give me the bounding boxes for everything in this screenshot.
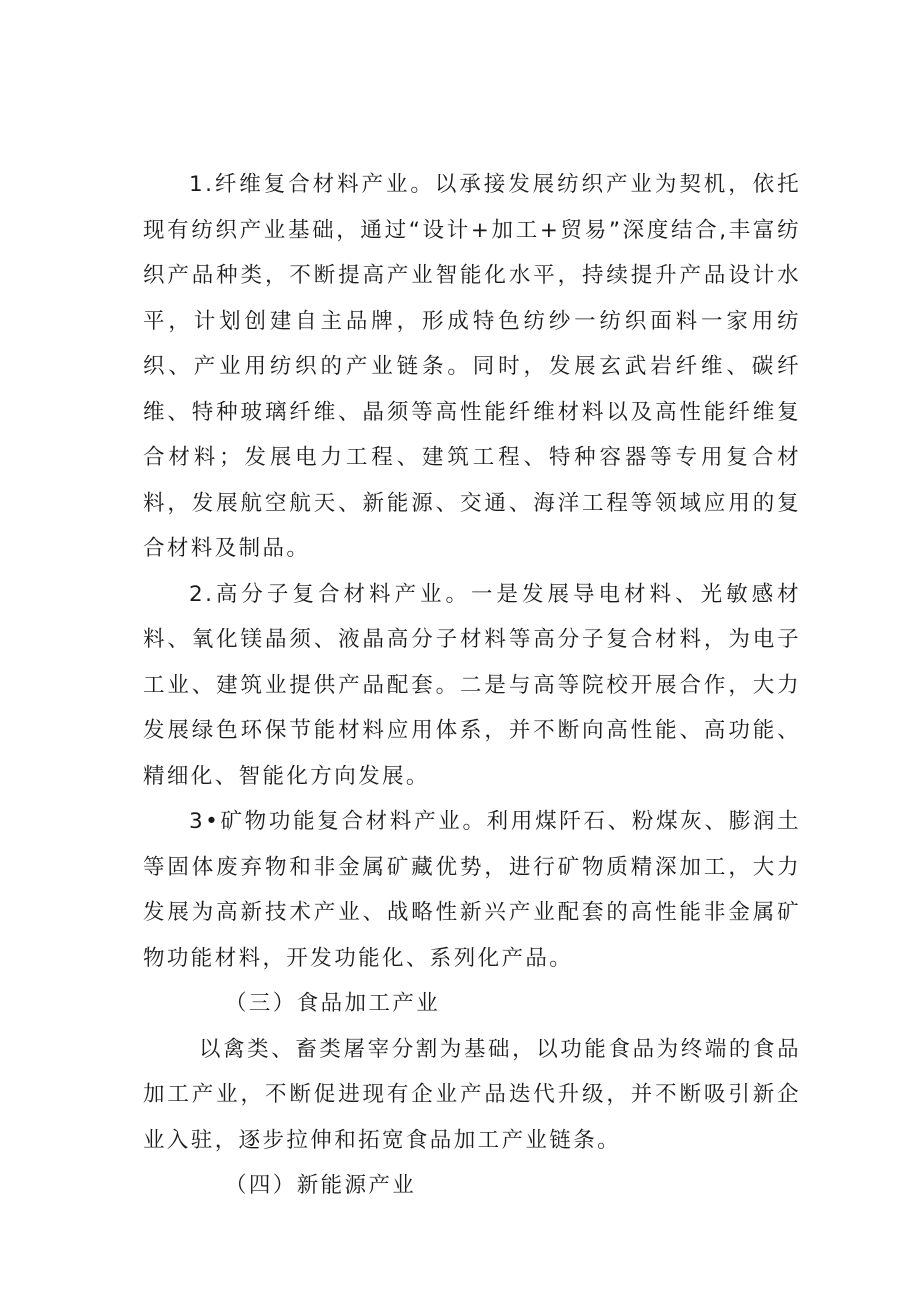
paragraph-polymer-composite: 2.高分子复合材料产业。一是发展导电材料、光敏感材料、氧化镁晶须、液晶高分子材料等高分子复合材料，为电子工业、建筑业提供产品配套。二是与高等院校开展合作，大力发展绿色环保节能材料应用体系，并不断向高性能、高功能、精细化、智能化方向发展。 — [143, 581, 801, 789]
paragraph-fiber-composite: 1.纤维复合材料产业。以承接发展纺织产业为契机，依托现有纺织产业基础，通过“设计+加工+贸易”深度结合,丰富纺织产品种类，不断提高产业智能化水平，持续提升产品设计水平，计划创建自主品牌，形成特色纺纱一纺织面料一家用纺织、产业用纺织的产业链条。同时，发展玄武岩纤维、碳纤维、特种玻璃纤维、晶须等高性能纤维材料以及高性能纤维复合材料；发展电力工程、建筑工程、特种容器等专用复合材料，发展航空航天、新能源、交通、海洋工程等领域应用的复合材料及制品。 — [143, 172, 801, 561]
paragraph-food-processing: 以禽类、畜类屠宰分割为基础，以功能食品为终端的食品加工产业，不断促进现有企业产品迭代升级，并不断吸引新企业入驻，逐步拉伸和拓宽食品加工产业链条。 — [143, 1036, 801, 1153]
paragraph-mineral-composite: 3•矿物功能复合材料产业。利用煤阡石、粉煤灰、膨润土等固体废弃物和非金属矿藏优势，进行矿物质精深加工，大力发展为高新技术产业、战略性新兴产业配套的高性能非金属矿物功能材料，开发功能化、系列化产品。 — [143, 809, 801, 971]
section-heading-new-energy: （四）新能源产业 — [225, 1173, 417, 1198]
section-heading-food-processing: （三）食品加工产业 — [225, 991, 441, 1016]
document-body — [143, 162, 801, 1209]
